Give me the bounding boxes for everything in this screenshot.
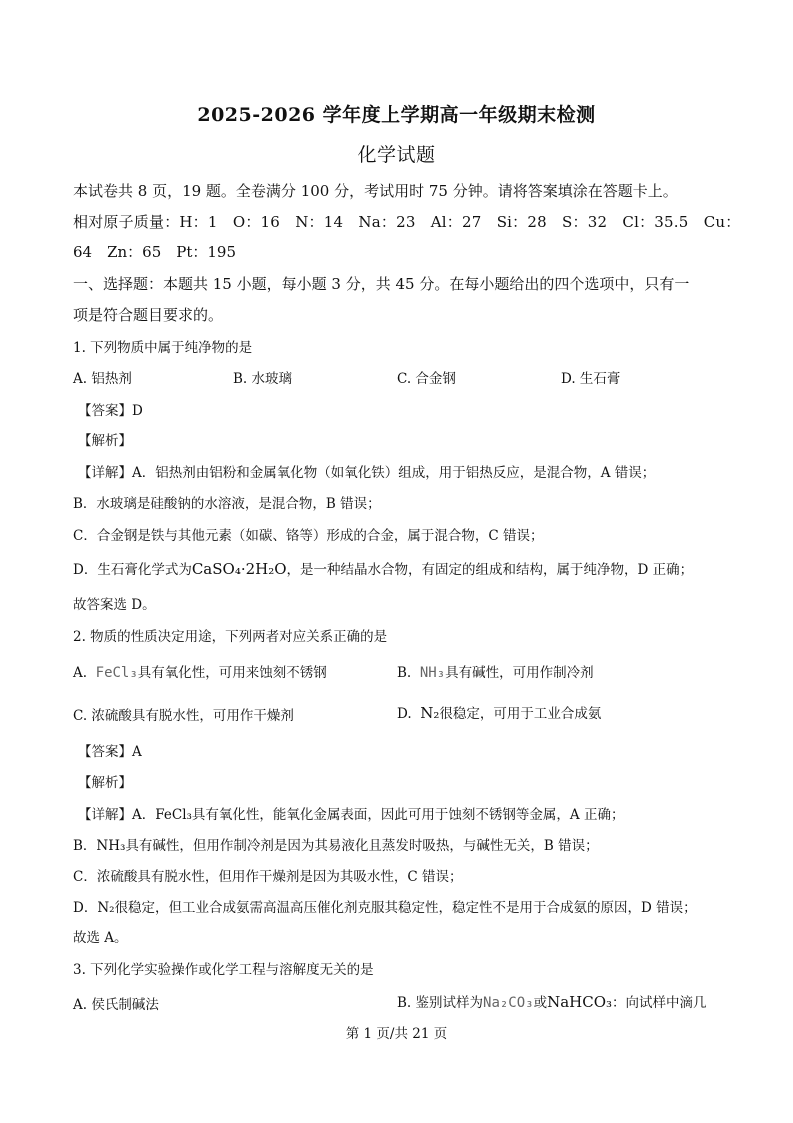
q3-option-b-formula-2: NaHCO₃ (547, 993, 613, 1011)
q2-option-a-label: A. (73, 665, 88, 681)
q2-option-d-text: 很稳定，可用于工业合成氨 (439, 706, 602, 722)
exam-subtitle: 化学试题 (357, 144, 436, 166)
q2-analysis-label: 【解析】 (78, 775, 132, 791)
q1-answer: 【答案】D (78, 403, 143, 419)
q1-detail-d-formula: CaSO₄·2H₂O (191, 560, 287, 578)
q1-analysis-label: 【解析】 (78, 433, 132, 449)
page-footer: 第 1 页/共 21 页 (345, 1026, 448, 1042)
q1-detail-d (73, 558, 693, 578)
q2-conclusion: 故选 A。 (73, 930, 128, 946)
section-heading-line-2: 项是符合题目要求的。 (73, 306, 224, 324)
q1-stem: 1. 下列物质中属于纯净物的是 (73, 340, 253, 356)
q3-option-b-prefix: B. 鉴别试样为 (397, 995, 484, 1011)
q2-option-c: C. 浓硫酸具有脱水性，可用作干燥剂 (73, 708, 294, 724)
exam-title: 2025-2026 学年度上学期高一年级期末检测 (197, 104, 596, 126)
exam-intro: 本试卷共 8 页，19 题。全卷满分 100 分，考试用时 75 分钟。请将答案填涂在答题卡上。 (73, 182, 678, 200)
section-heading-line-1: 一、选择题：本题共 15 小题，每小题 3 分，共 45 分。在每小题给出的四个选项中，只有一 (73, 275, 690, 293)
atomic-mass-line-1: 相对原子质量：H：1 O：16 N：14 Na：23 Al：27 Si：28 S：32 Cl：35.5 Cu： (73, 213, 741, 231)
q1-detail-d-suffix: ，是一种结晶水合物，有固定的组成和结构，属于纯净物，D 正确； (286, 562, 694, 578)
q3-option-a: A. 侯氏制碱法 (73, 997, 159, 1013)
q2-option-d-label: D. (397, 706, 412, 722)
q2-answer: 【答案】A (78, 744, 142, 760)
q2-option-a-text: 具有氧化性，可用来蚀刻不锈钢 (137, 665, 327, 681)
q2-option-a-formula: FeCl₃ (95, 665, 138, 681)
q1-detail-a: 【详解】A．铝热剂由铝粉和金属氧化物（如氧化铁）组成，用于铝热反应，是混合物，A 错误； (78, 465, 656, 481)
q3-option-b-suffix: ：向试样中滴几 (612, 995, 707, 1011)
q2-stem: 2. 物质的性质决定用途，下列两者对应关系正确的是 (73, 629, 388, 645)
q1-detail-c: C．合金钢是铁与其他元素（如碳、铬等）形成的合金，属于混合物，C 错误； (73, 528, 544, 544)
q2-option-b (397, 661, 594, 681)
q3-stem: 3. 下列化学实验操作或化学工程与溶解度无关的是 (73, 962, 374, 978)
q2-option-d (397, 702, 601, 722)
q1-option-b: B. 水玻璃 (233, 371, 293, 387)
q2-detail-a: 【详解】A．FeCl₃具有氧化性，能氧化金属表面，因此可用于蚀刻不锈钢等金属，A 正确； (78, 807, 625, 823)
q2-option-b-label: B. (397, 665, 412, 681)
q2-option-b-text: 具有碱性，可用作制冷剂 (445, 665, 594, 681)
q1-option-d: D. 生石膏 (561, 371, 621, 387)
q2-option-d-formula: N₂ (420, 704, 440, 722)
q3-option-b-or: 或 (533, 995, 548, 1011)
q2-detail-d: D．N₂很稳定，但工业合成氨需高温高压催化剂克服其稳定性，稳定性不是用于合成氨的原因，D 错误； (73, 900, 697, 916)
q2-option-a (73, 661, 327, 681)
q3-option-b-formula-1: Na₂CO₃ (483, 995, 534, 1011)
q1-detail-b: B．水玻璃是硅酸钠的水溶液，是混合物，B 错误； (73, 496, 381, 512)
q1-detail-d-prefix: D．生石膏化学式为 (73, 562, 192, 578)
atomic-mass-line-2: 64 Zn：65 Pt：195 (73, 243, 237, 261)
q2-detail-b: B．NH₃具有碱性，但用作制冷剂是因为其易液化且蒸发时吸热，与碱性无关，B 错误； (73, 838, 599, 854)
q2-option-b-formula: NH₃ (419, 665, 446, 681)
q1-option-c: C. 合金钢 (397, 371, 456, 387)
q2-detail-c: C．浓硫酸具有脱水性，但用作干燥剂是因为其吸水性，C 错误； (73, 869, 463, 885)
q3-option-b (397, 991, 707, 1011)
q1-option-a: A. 铝热剂 (73, 371, 132, 387)
q1-conclusion: 故答案选 D。 (73, 597, 156, 613)
